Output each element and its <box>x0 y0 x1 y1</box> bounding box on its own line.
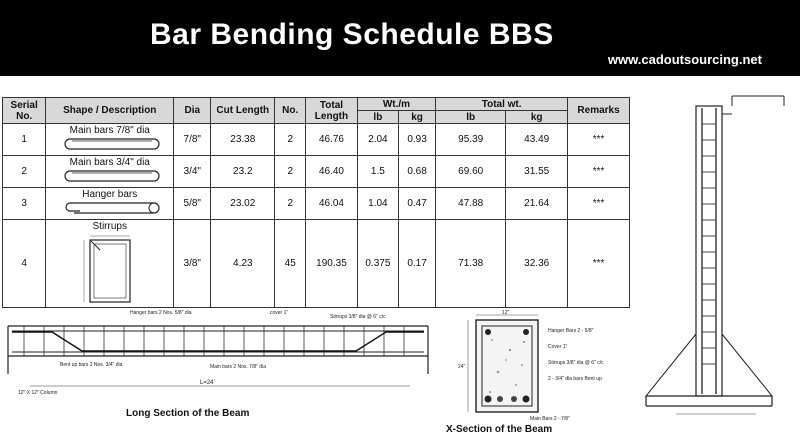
shape-description: Hanger bars <box>82 189 138 200</box>
cell-shape <box>46 188 174 220</box>
cell-no: 2 <box>275 156 306 188</box>
header-shape: Shape / Description <box>46 98 174 124</box>
cell-total-kg: 32.36 <box>506 220 568 308</box>
width-label: 12" <box>502 310 510 316</box>
header-total-wt: Total wt. <box>436 98 568 111</box>
main-bars-label: Main Bars 2 - 7/8" <box>530 416 570 422</box>
cell-wt-lb: 2.04 <box>357 124 398 156</box>
cell-shape <box>46 220 174 308</box>
hanger-bars-label: Hanger Bars 2 - 5/8" <box>548 328 594 334</box>
cell-serial: 1 <box>3 124 46 156</box>
cell-shape <box>46 156 174 188</box>
cover-label: cover 1" <box>270 310 289 316</box>
cell-shape <box>46 124 174 156</box>
header-dia: Dia <box>174 98 211 124</box>
cell-cut-length: 4.23 <box>211 220 275 308</box>
header-wt-lb: lb <box>357 111 398 124</box>
column-label: 12" X 12" Column <box>18 390 58 396</box>
page-title: Bar Bending Schedule BBS <box>150 18 554 51</box>
cell-no: 2 <box>275 124 306 156</box>
bbs-table <box>2 97 630 308</box>
table-row <box>3 220 630 308</box>
header-total-kg: kg <box>506 111 568 124</box>
cover-label: Cover 1" <box>548 344 568 350</box>
cell-total-kg: 31.55 <box>506 156 568 188</box>
long-section-caption: Long Section of the Beam <box>126 408 250 419</box>
cell-serial: 2 <box>3 156 46 188</box>
cell-total-length: 190.35 <box>306 220 358 308</box>
cell-wt-lb: 0.375 <box>357 220 398 308</box>
stirrups-label: Stirrups 3/8" dia @ 6" c/c <box>548 360 604 366</box>
span-length-label: L=24' <box>200 380 215 386</box>
table-row <box>3 156 630 188</box>
long-section-drawing <box>0 304 440 447</box>
header-wt-per-m: Wt./m <box>357 98 435 111</box>
cell-total-length: 46.40 <box>306 156 358 188</box>
bar-shape-icon <box>50 136 170 152</box>
header-no: No. <box>275 98 306 124</box>
bar-shape-icon <box>50 168 170 184</box>
x-section-caption: X-Section of the Beam <box>446 424 553 435</box>
bent-up-bars-label: Bent up bars 2 Nos. 3/4" dia <box>60 362 123 368</box>
cell-total-kg: 43.49 <box>506 124 568 156</box>
title-banner <box>0 0 800 76</box>
header-serial: Serial No. <box>3 98 46 124</box>
cell-dia: 3/8" <box>174 220 211 308</box>
cell-total-lb: 95.39 <box>436 124 506 156</box>
hanger-bars-label: Hanger bars 2 Nos. 5/8" dia <box>130 310 192 316</box>
cell-wt-lb: 1.5 <box>357 156 398 188</box>
cell-total-lb: 47.88 <box>436 188 506 220</box>
main-bars-label: Main bars 2 Nos. 7/8" dia <box>210 364 266 370</box>
bent-up-label: 2 - 3/4" dia bars Bent up <box>548 376 602 382</box>
stirrups-label: Stirrups 3/8" dia @ 6" c/c <box>330 314 386 320</box>
shape-description: Stirrups <box>92 221 127 232</box>
cell-dia: 3/4" <box>174 156 211 188</box>
header-remarks: Remarks <box>568 98 630 124</box>
cell-serial: 4 <box>3 220 46 308</box>
shape-description: Main bars 3/4" dia <box>69 157 150 168</box>
cell-total-length: 46.04 <box>306 188 358 220</box>
x-section-drawing <box>440 310 620 428</box>
cell-remarks: *** <box>568 124 630 156</box>
cell-wt-kg: 0.93 <box>399 124 436 156</box>
depth-label: 24" <box>458 364 466 370</box>
cell-serial: 3 <box>3 188 46 220</box>
header-total-lb: lb <box>436 111 506 124</box>
cell-total-lb: 69.60 <box>436 156 506 188</box>
hanger-bar-shape-icon <box>50 200 170 216</box>
table-row <box>3 188 630 220</box>
stirrup-shape-icon <box>50 232 170 304</box>
cell-cut-length: 23.2 <box>211 156 275 188</box>
cell-no: 45 <box>275 220 306 308</box>
cell-dia: 5/8" <box>174 188 211 220</box>
cell-wt-kg: 0.17 <box>399 220 436 308</box>
wall-section-drawing <box>636 84 798 444</box>
header-cut-length: Cut Length <box>211 98 275 124</box>
cell-remarks: *** <box>568 220 630 308</box>
cell-cut-length: 23.02 <box>211 188 275 220</box>
cell-dia: 7/8" <box>174 124 211 156</box>
cell-wt-kg: 0.47 <box>399 188 436 220</box>
cell-total-lb: 71.38 <box>436 220 506 308</box>
cell-remarks: *** <box>568 156 630 188</box>
cell-remarks: *** <box>568 188 630 220</box>
cell-cut-length: 23.38 <box>211 124 275 156</box>
cell-total-kg: 21.64 <box>506 188 568 220</box>
shape-description: Main bars 7/8" dia <box>69 125 150 136</box>
cell-total-length: 46.76 <box>306 124 358 156</box>
cell-wt-kg: 0.68 <box>399 156 436 188</box>
header-wt-kg: kg <box>399 111 436 124</box>
cell-no: 2 <box>275 188 306 220</box>
table-row <box>3 124 630 156</box>
header-total-length: Total Length <box>306 98 358 124</box>
cell-wt-lb: 1.04 <box>357 188 398 220</box>
website-url[interactable]: www.cadoutsourcing.net <box>607 52 762 67</box>
